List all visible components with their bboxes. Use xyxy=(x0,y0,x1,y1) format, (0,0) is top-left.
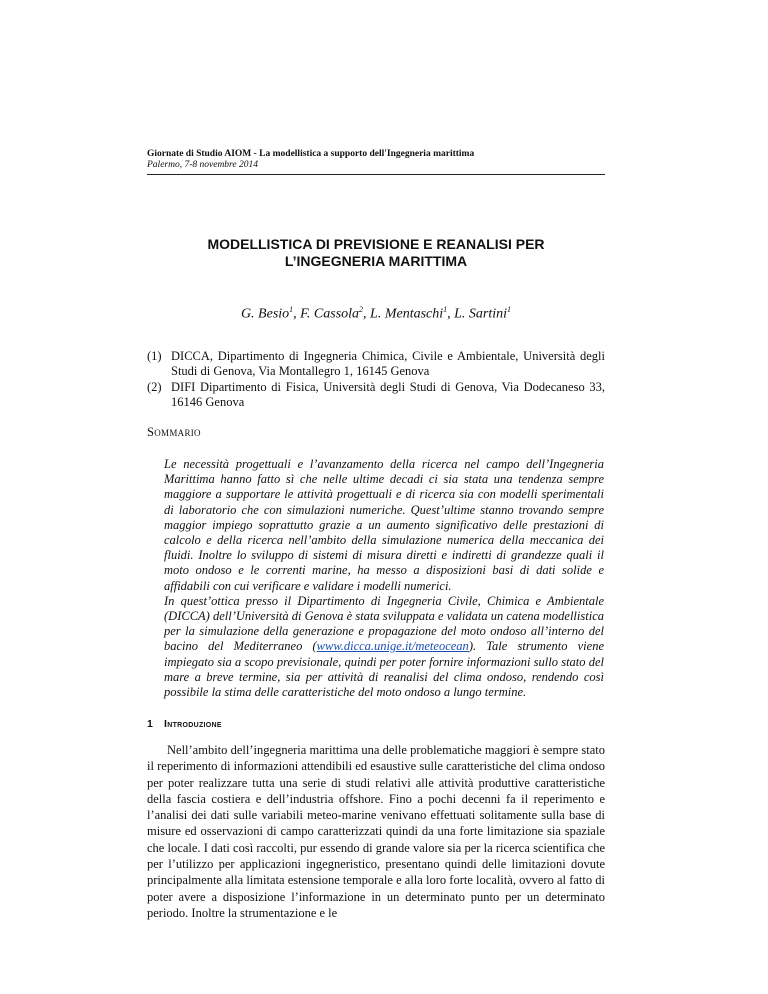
abstract-text: In quest’ottica presso il Dipartimento di Ingegneria Civile, Chimica e Ambientale (DICCA) dell’Università di Genova è stata sviluppata e validata un catena modellistica per la simulazione della generazione e propagazione del moto ondoso all’interno del bacino del Mediterraneo ( xyxy=(164,593,604,654)
author-affiliation-mark: 1 xyxy=(289,305,294,314)
running-header xyxy=(147,149,605,175)
affiliation-text: DICCA, Dipartimento di Ingegneria Chimica, Civile e Ambientale, Università degli Studi di Genova, Via Montallegro 1, 16145 Genova xyxy=(171,349,605,378)
section-title: Introduzione xyxy=(164,718,222,730)
abstract-paragraph-1: Le necessità progettuali e l’avanzamento della ricerca nel campo dell’Ingegneria Marittima hanno fatto sì che nelle ultime decadi ci sia stata una tendenza sempre maggiore a supportare le attività progettuali e di ricerca sia con modelli sperimentali di laboratorio che con simulazioni numeriche. Quest’ultime stanno trovando sempre maggior impiego soprattutto grazie a un aumento significativo delle prestazioni di calcolo e della ricerca nell’ambito della simulazione numerica della meccanica dei fluidi. Inoltre lo sviluppo di sistemi di misura diretti e indiretti di grandezze quali il moto ondoso e le correnti marine, ha messo a disposizioni basi di dati solide e affidabili con cui verificare e validare i modelli numerici. xyxy=(164,457,604,593)
author: G. Besio xyxy=(240,306,290,322)
affiliation-number: (1) xyxy=(147,349,162,363)
affiliation-item xyxy=(147,380,605,409)
author-affiliation-mark: 2 xyxy=(359,305,364,314)
abstract-text: ). Tale strumento viene impiegato sia a scopo previsionale, quindi per poter fornire informazioni sullo stato del mare a breve termine, sia per attività di reanalisi del clima ondoso, rendendo così possibile la stima delle caratteristiche del moto ondoso a lungo termine. xyxy=(164,639,604,700)
section-heading xyxy=(147,718,222,730)
section-number: 1 xyxy=(147,718,153,730)
conference-name: Giornate di Studio AIOM - La modellistica a supporto dell'Ingegneria marittima xyxy=(147,149,475,159)
abstract-heading: Sommario xyxy=(147,425,201,439)
author: F. Cassola xyxy=(300,306,360,322)
author-list: G. Besio$^1$, F. Cassola$^2$, L. Mentaschi$^1$, L. Sartini$^1$ xyxy=(240,305,512,322)
meteocean-link[interactable]: www.dicca.unige.it/meteocean xyxy=(316,639,469,654)
affiliation-item xyxy=(147,349,605,378)
abstract-paragraph-2 xyxy=(164,594,604,700)
author-affiliation-mark: 1 xyxy=(443,305,448,314)
author: L. Sartini xyxy=(454,306,508,322)
title-line-2: L’INGEGNERIA MARITTIMA xyxy=(284,253,468,269)
conference-place-date: Palermo, 7-8 novembre 2014 xyxy=(147,160,258,170)
affiliation-text: DIFI Dipartimento di Fisica, Università degli Studi di Genova, Via Dodecaneso 33, 16146 Genova xyxy=(171,380,605,409)
affiliation-number: (2) xyxy=(147,380,162,394)
author-affiliation-mark: 1 xyxy=(507,305,512,314)
paper-title xyxy=(147,236,605,270)
title-line-1: MODELLISTICA DI PREVISIONE E REANALISI PER xyxy=(207,236,545,252)
author: L. Mentaschi xyxy=(370,306,444,322)
abstract xyxy=(164,457,604,700)
body-paragraph: Nell’ambito dell’ingegneria marittima una delle problematiche maggiori è sempre stato il reperimento di informazioni attendibili ed esaustive sulle caratteristiche del clima ondoso per poter realizzare tutta una serie di studi relativi alle attività produttive caratteristiche della fascia costiera e dell’industria offshore. Fino a pochi decenni fa il reperimento e l’analisi dei dati sulle variabili meteo-marine venivano effettuati solitamente sulla base di misure ed osservazioni di campo caratterizzati quindi da una forte limitazione sia spaziale che locale. I dati così raccolti, pur essendo di grande valore sia per la ricerca scientifica che per l’utilizzo per applicazioni ingegneristico, presentano quindi delle limitazioni dovute principalmente alla limitata estensione temporale e alla loro forte località, ovvero al fatto di poter avere a disposizione l’informazione in un determinato punto per un determinato periodo. Inoltre la strumentazione e le xyxy=(147,743,605,920)
